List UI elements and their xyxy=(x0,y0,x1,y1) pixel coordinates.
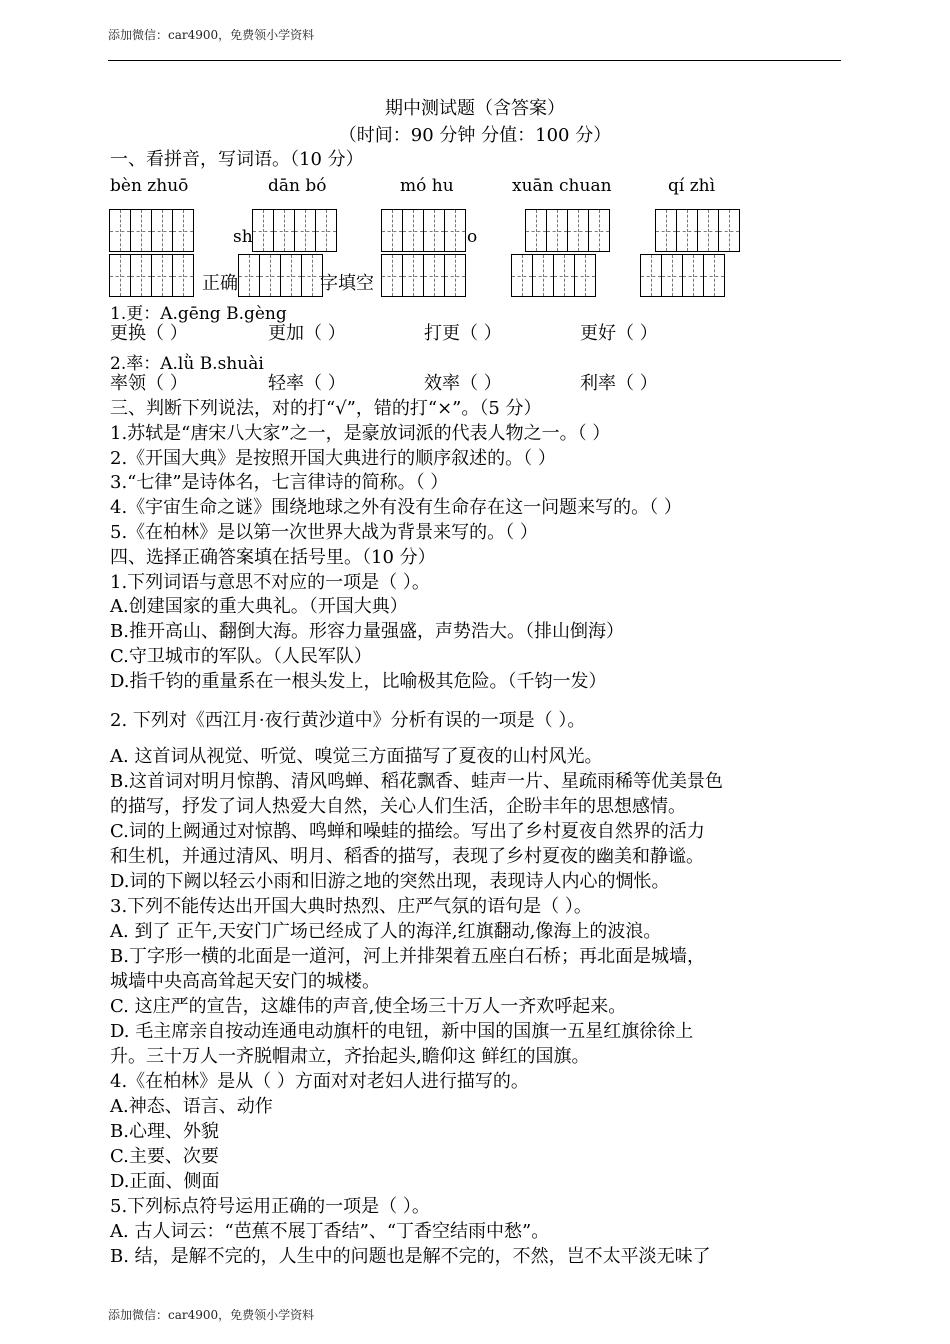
section2-q2-options: 2.率：A.lǜ B.shuài xyxy=(110,354,264,374)
writing-grid[interactable] xyxy=(381,209,466,252)
pinyin-4: xuān chuan xyxy=(512,176,612,196)
footer-note: 添加微信：car4900，免费领小学资料 xyxy=(108,1308,315,1322)
judge-item: 5.《在柏林》是以第一次世界大战为背景来写的。（ ） xyxy=(110,522,538,543)
pinyin-row2-fragment-2: o xyxy=(467,227,478,247)
option-line: 城墙中央高高耸起天安门的城楼。 xyxy=(110,971,380,992)
writing-grid[interactable] xyxy=(381,254,466,297)
option-line: D. 毛主席亲自按动连通电动旗杆的电钮，新中国的国旗一五星红旗徐徐上 xyxy=(110,1021,694,1042)
pinyin-row2-fragment-1: sh xyxy=(233,227,253,247)
fill-item: 效率（ ） xyxy=(424,373,502,394)
judge-item: 4.《宇宙生命之谜》围绕地球之外有没有生命存在这一问题来写的。（ ） xyxy=(110,497,682,518)
option-line: C.词的上阙通过对惊鹊、鸣蝉和噪蛙的描绘。写出了乡村夏夜自然界的活力 xyxy=(110,821,705,842)
pinyin-3: mó hu xyxy=(400,176,454,196)
question-line: 2. 下列对《西江月·夜行黄沙道中》分析有误的一项是（ ）。 xyxy=(110,710,586,731)
judge-item: 3.“七律”是诗体名，七言律诗的简称。（ ） xyxy=(110,472,449,493)
option-line: C. 这庄严的宣告，这雄伟的声音,使全场三十万人一齐欢呼起来。 xyxy=(110,996,627,1017)
writing-grid[interactable] xyxy=(238,254,323,297)
judge-item: 1.苏轼是“唐宋八大家”之一，是豪放词派的代表人物之一。（ ） xyxy=(110,423,611,444)
pinyin-5: qí zhì xyxy=(668,176,716,196)
header-note: 添加微信：car4900，免费领小学资料 xyxy=(108,28,315,42)
writing-grid[interactable] xyxy=(640,254,725,297)
section2-q2-words xyxy=(110,372,658,396)
option-line: B.丁字形一横的北面是一道河，河上并排架着五座白石桥；再北面是城墙， xyxy=(110,946,705,967)
section1-heading: 一、看拼音，写词语。（10 分） xyxy=(110,149,364,170)
option-line: B.这首词对明月惊鹊、清风鸣蝉、稻花飘香、蛙声一片、星疏雨稀等优美景色 xyxy=(110,771,723,792)
question-line: 1.下列词语与意思不对应的一项是（ ）。 xyxy=(110,572,430,593)
option-line: C.守卫城市的军队。（人民军队） xyxy=(110,646,372,667)
page-subtitle: （时间：90 分钟 分值：100 分） xyxy=(338,125,612,146)
pinyin-2: dān bó xyxy=(268,176,327,196)
option-line: 的描写，抒发了词人热爱大自然，关心人们生活，企盼丰年的思想感情。 xyxy=(110,796,686,817)
fill-item: 利率（ ） xyxy=(580,373,658,394)
option-line: C.主要、次要 xyxy=(110,1146,219,1167)
section2-heading-fragment-2: 字填空 xyxy=(320,273,374,294)
writing-grid[interactable] xyxy=(655,209,740,252)
writing-grid[interactable] xyxy=(109,254,194,297)
fill-item: 更好（ ） xyxy=(580,323,658,344)
writing-grid[interactable] xyxy=(252,209,337,252)
section2-q1-words xyxy=(110,322,658,346)
option-line: D.正面、侧面 xyxy=(110,1171,220,1192)
option-line: 和生机，并通过清风、明月、稻香的描写，表现了乡村夏夜的幽美和静谧。 xyxy=(110,846,704,867)
question-line: 5.下列标点符号运用正确的一项是（ ）。 xyxy=(110,1196,430,1217)
option-line: D.词的下阙以轻云小雨和旧游之地的突然出现，表现诗人内心的惆怅。 xyxy=(110,871,670,892)
option-line: 升。三十万人一齐脱帽肃立，齐抬起头,瞻仰这 鲜红的国旗。 xyxy=(110,1046,590,1067)
judge-item: 2.《开国大典》是按照开国大典进行的顺序叙述的。（ ） xyxy=(110,448,556,469)
question-line: 4.《在柏林》是从（ ）方面对对老妇人进行描写的。 xyxy=(110,1071,529,1092)
header-rule xyxy=(108,60,841,61)
fill-item: 轻率（ ） xyxy=(268,373,346,394)
option-line: A.创建国家的重大典礼。（开国大典） xyxy=(110,596,408,617)
option-line: A. 古人词云：“芭蕉不展丁香结”、“丁香空结雨中愁”。 xyxy=(110,1221,550,1242)
section2-q1-options: 1.更：A.gēng B.gèng xyxy=(110,304,287,324)
page-title: 期中测试题（含答案） xyxy=(385,98,565,119)
pinyin-1: bèn zhuō xyxy=(110,176,189,196)
option-line: B.推开高山、翻倒大海。形容力量强盛，声势浩大。（排山倒海） xyxy=(110,621,624,642)
fill-item: 率领（ ） xyxy=(110,373,188,394)
writing-grid[interactable] xyxy=(109,209,194,252)
option-line: A. 到了 正午,天安门广场已经成了人的海洋,红旗翻动,像海上的波浪。 xyxy=(110,921,662,942)
section3-heading: 三、判断下列说法，对的打“√”，错的打“×”。（5 分） xyxy=(110,398,542,419)
option-line: A. 这首词从视觉、听觉、嗅觉三方面描写了夏夜的山村风光。 xyxy=(110,746,603,767)
option-line: B.心理、外貌 xyxy=(110,1121,219,1142)
fill-item: 更加（ ） xyxy=(268,323,346,344)
fill-item: 更换（ ） xyxy=(110,323,188,344)
writing-grid[interactable] xyxy=(525,209,610,252)
question-line: 3.下列不能传达出开国大典时热烈、庄严气氛的语句是（ ）。 xyxy=(110,896,592,917)
section4-heading: 四、选择正确答案填在括号里。（10 分） xyxy=(110,547,436,568)
fill-item: 打更（ ） xyxy=(424,323,502,344)
option-line: B. 结，是解不完的，人生中的问题也是解不完的，不然，岂不太平淡无味了 xyxy=(110,1246,711,1267)
section2-heading-fragment-1: 正确 xyxy=(202,273,238,294)
option-line: A.神态、语言、动作 xyxy=(110,1096,273,1117)
writing-grid[interactable] xyxy=(511,254,596,297)
option-line: D.指千钧的重量系在一根头发上，比喻极其危险。（千钧一发） xyxy=(110,671,607,692)
